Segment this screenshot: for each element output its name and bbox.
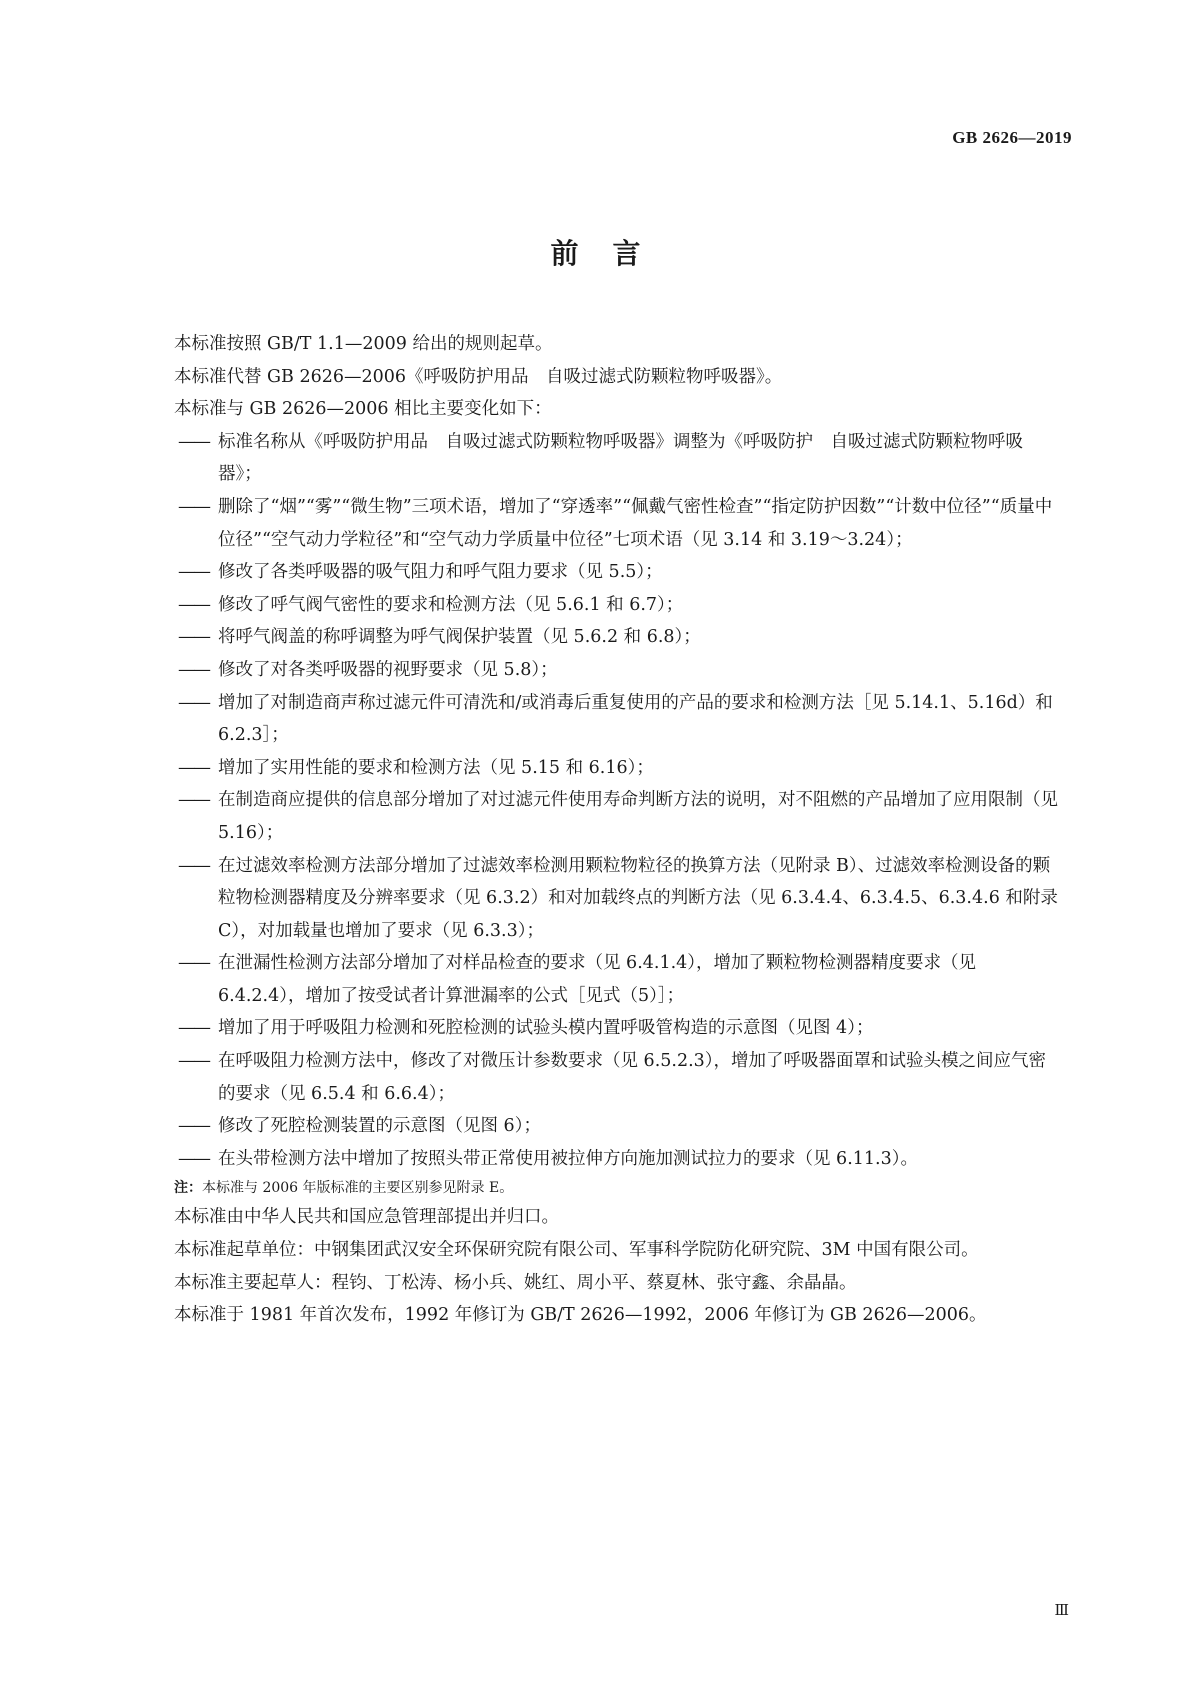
list-item — [136, 850, 1062, 948]
closing-paragraph: 本标准由中华人民共和国应急管理部提出并归口。 — [174, 1207, 559, 1228]
list-dash: —— — [178, 1148, 209, 1169]
intro-paragraph: 本标准按照 GB/T 1.1—2009 给出的规则起草。 — [174, 334, 553, 354]
list-item-text: 将呼气阀盖的称呼调整为呼气阀保护装置（见 5.6.2 和 6.8）； — [218, 627, 701, 648]
list-item-text: 修改了呼气阀气密性的要求和检测方法（见 5.6.1 和 6.7）； — [218, 594, 684, 615]
list-item — [136, 621, 1062, 654]
list-item — [136, 426, 1062, 491]
list-item — [136, 784, 1062, 849]
closing-paragraph: 本标准起草单位：中钢集团武汉安全环保研究院有限公司、军事科学院防化研究院、3M 中国有限公司。 — [174, 1240, 979, 1261]
standard-number: GB 2626—2019 — [952, 128, 1072, 147]
list-item — [136, 1012, 1062, 1045]
intro-paragraph: 本标准与 GB 2626—2006 相比主要变化如下： — [174, 399, 552, 420]
list-dash: —— — [178, 692, 209, 713]
list-item-text: 标准名称从《呼吸防护用品 自吸过滤式防颗粒物呼吸器》调整为《呼吸防护 自吸过滤式防颗粒物呼吸器》； — [218, 431, 1023, 485]
list-item-text: 在制造商应提供的信息部分增加了对过滤元件使用寿命判断方法的说明，对不阻燃的产品增加了应用限制（见 5.16）； — [218, 790, 1058, 843]
list-item-text: 在泄漏性检测方法部分增加了对样品检查的要求（见 6.4.1.4），增加了颗粒物检测器精度要求（见 6.4.2.4），增加了按受试者计算泄漏率的公式［见式（5）］； — [218, 953, 977, 1006]
intro-paragraph: 本标准代替 GB 2626—2006《呼吸防护用品 自吸过滤式防颗粒物呼吸器》。 — [174, 366, 783, 387]
note-text: 本标准与 2006 年版标准的主要区别参见附录 E。 — [202, 1180, 514, 1197]
list-item — [136, 589, 1062, 622]
list-item — [136, 1045, 1062, 1110]
list-item — [136, 687, 1062, 752]
list-dash: —— — [178, 1051, 209, 1072]
note — [136, 1175, 1062, 1201]
list-item-text: 增加了对制造商声称过滤元件可清洗和/或消毒后重复使用的产品的要求和检测方法［见 5.14.1、5.16d）和 6.2.3］； — [218, 692, 1053, 746]
changes-list — [136, 426, 1062, 1176]
list-dash: —— — [178, 757, 209, 778]
list-item — [136, 1143, 1062, 1176]
list-item-text: 删除了“烟”“雾”“微生物”三项术语，增加了“穿透率”“佩戴气密性检查”“指定防护因数”“计数中位径”“质量中位径”“空气动力学粒径”和“空气动力学质量中位径”七项术语（见 3.14 和 3.19～3.24）； — [218, 496, 1053, 550]
list-item — [136, 654, 1062, 687]
list-dash: —— — [178, 953, 209, 974]
list-dash: —— — [178, 1018, 209, 1039]
list-dash: —— — [178, 659, 209, 680]
list-item — [136, 556, 1062, 589]
foreword-body — [136, 328, 1062, 1332]
note-label: 注： — [174, 1180, 202, 1197]
list-item-text: 在过滤效率检测方法部分增加了过滤效率检测用颗粒物粒径的换算方法（见附录 B）、过滤效率检测设备的颗粒物检测器精度及分辨率要求（见 6.3.2）和对加载终点的判断方法（见 6.3.4.4、6.3.4.5、6.3.4.6 和附录 C），对加载量也增加了要求（见 6.3.3）； — [218, 855, 1058, 941]
list-item — [136, 752, 1062, 785]
page-title: 前言 — [550, 237, 675, 270]
list-item — [136, 491, 1062, 556]
list-dash: —— — [178, 790, 209, 811]
list-dash: —— — [178, 1116, 209, 1137]
list-item-text: 增加了实用性能的要求和检测方法（见 5.15 和 6.16）； — [218, 757, 654, 778]
closing-paragraph: 本标准主要起草人：程钧、丁松涛、杨小兵、姚红、周小平、蔡夏林、张守鑫、余晶晶。 — [174, 1272, 857, 1293]
list-item-text: 修改了对各类呼吸器的视野要求（见 5.8）； — [218, 659, 558, 680]
list-item — [136, 947, 1062, 1012]
list-dash: —— — [178, 855, 209, 876]
list-dash: —— — [178, 562, 209, 583]
list-item-text: 在呼吸阻力检测方法中，修改了对微压计参数要求（见 6.5.2.3），增加了呼吸器面罩和试验头模之间应气密的要求（见 6.5.4 和 6.6.4）； — [218, 1051, 1047, 1104]
page-number: Ⅲ — [1054, 1603, 1069, 1619]
list-dash: —— — [178, 496, 209, 517]
list-dash: —— — [178, 627, 209, 648]
list-dash: —— — [178, 594, 209, 615]
list-item-text: 修改了各类呼吸器的吸气阻力和呼气阻力要求（见 5.5）； — [218, 562, 663, 583]
list-item-text: 修改了死腔检测装置的示意图（见图 6）； — [218, 1116, 541, 1137]
list-item-text: 在头带检测方法中增加了按照头带正常使用被拉伸方向施加测试拉力的要求（见 6.11.3）。 — [218, 1148, 918, 1169]
closing-paragraph: 本标准于 1981 年首次发布，1992 年修订为 GB/T 2626—1992，2006 年修订为 GB 2626—2006。 — [174, 1305, 987, 1326]
list-item — [136, 1110, 1062, 1143]
list-dash: —— — [178, 431, 209, 452]
list-item-text: 增加了用于呼吸阻力检测和死腔检测的试验头模内置呼吸管构造的示意图（见图 4）； — [218, 1018, 874, 1039]
